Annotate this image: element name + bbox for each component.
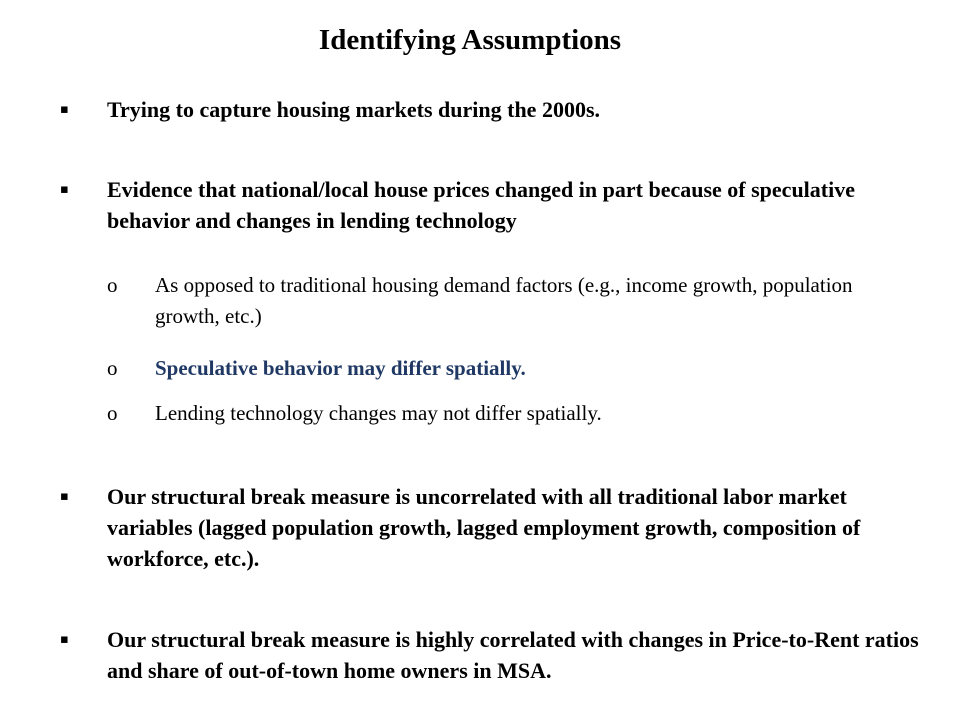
bullet-text: Our structural break measure is highly correlated with changes in Price-to-Rent ratios and share of out-of-town home owners in MSA.	[107, 627, 919, 683]
bullet-text: Evidence that national/local house prices changed in part because of speculative behavior and changes in lending technology	[107, 177, 855, 233]
sub-bullet-text-highlighted: Speculative behavior may differ spatially.	[155, 356, 526, 380]
sub-bullet-text: As opposed to traditional housing demand factors (e.g., income growth, population growth, etc.)	[155, 273, 853, 328]
square-bullet-icon: ▪	[60, 102, 69, 117]
circle-bullet-icon: o	[107, 273, 118, 297]
bullet-text: Trying to capture housing markets during the 2000s.	[107, 97, 601, 122]
square-bullet-icon: ▪	[60, 632, 69, 647]
slide-title: Identifying Assumptions	[318, 24, 622, 56]
bullet-text: Our structural break measure is uncorrelated with all traditional labor market variables (lagged population growth, lagged employment growth, composition of workforce, etc.).	[107, 484, 861, 571]
square-bullet-icon: ▪	[60, 182, 69, 197]
circle-bullet-icon: o	[107, 401, 118, 425]
square-bullet-icon: ▪	[60, 489, 69, 504]
circle-bullet-icon: o	[107, 356, 118, 380]
sub-bullet-text: Lending technology changes may not differ spatially.	[155, 401, 602, 425]
